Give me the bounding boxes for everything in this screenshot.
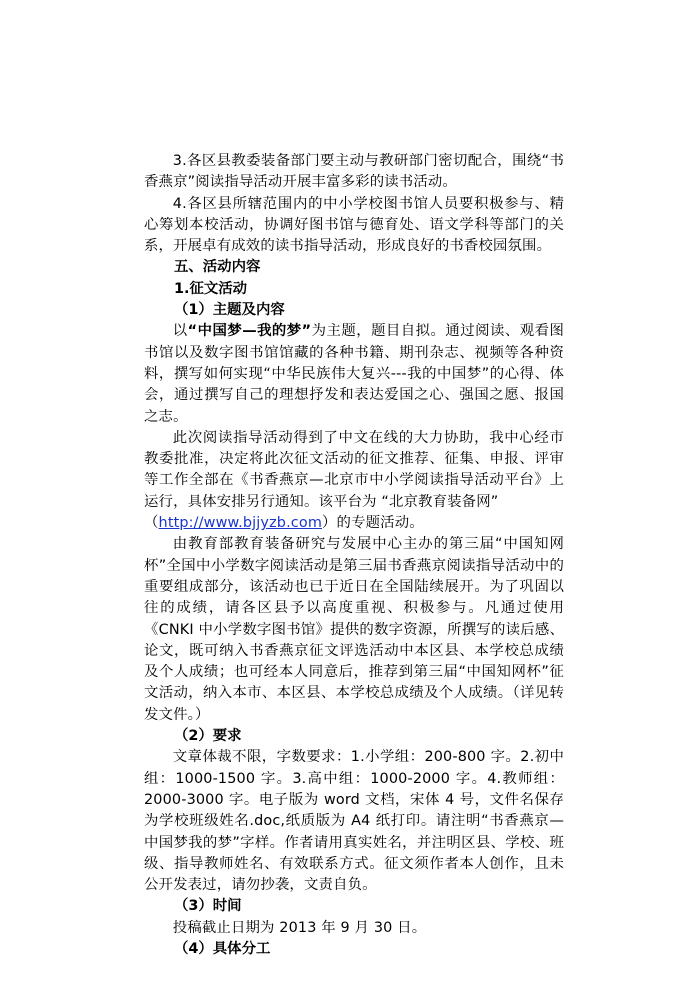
platform-open-paren: （ (144, 515, 159, 532)
platform-text: 此次阅读指导活动得到了中文在线的大力协助，我中心经市教委批准，决定将此次征文活动的征文推荐、征集、申报、评审等工作全部在《书香燕京—北京市中小学阅读指导活动平台》上运行，具体安排另行通知。该平台为 “北京教育装备网” (144, 429, 564, 510)
theme-title-bold: “中国梦—我的梦” (187, 323, 312, 340)
section-heading-five: 五、活动内容 (174, 259, 261, 276)
paragraph-platform (144, 428, 564, 534)
subheading-essay-activity: 1.征文活动 (174, 280, 248, 297)
paragraph-item-3: 3.各区县教委装备部门要主动与教研部门密切配合，围绕“书香燕京”阅读指导活动开展丰富多彩的读书活动。 (144, 153, 564, 191)
subheading-time: （3）时间 (174, 898, 242, 915)
paragraph-cnki: 由教育部教育装备研究与发展中心主办的第三届“中国知网杯”全国中小学数字阅读活动是第三届书香燕京阅读指导活动中的重要组成部分，该活动也已于近日在全国陆续展开。为了巩固以往的成绩，请各区县予以高度重视、积极参与。凡通过使用《CNKI 中小学数字图书馆》提供的数字资源，所撰写的读后感、论文，既可纳入书香燕京征文评选活动中本区县、本学校总成绩及个人成绩；也可经本人同意后，推荐到第三届“中国知网杯”征文活动，纳入本市、本区县、本学校总成绩及个人成绩。（详见转发文件。） (144, 536, 564, 723)
platform-link[interactable]: http://www.bjjyzb.com (158, 515, 322, 532)
platform-close-text: ）的专题活动。 (322, 515, 424, 532)
paragraph-requirements: 文章体裁不限，字数要求：1.小学组：200-800 字。2.初中组：1000-1500 字。3.高中组：1000-2000 字。4.教师组：2000-3000 字。电子版为 word 文档，宋体 4 号，文件名保存为学校班级姓名.doc,纸质版为 A4 纸打印。请注明“书香燕京—中国梦我的梦”字样。作者请用真实姓名，并注明区县、学校、班级、指导教师姓名、有效联系方式。征文须作者本人创作，且未公开发表过，请勿抄袭，文责自负。 (144, 749, 564, 894)
subheading-theme-content: （1）主题及内容 (174, 302, 285, 319)
subheading-requirements: （2）要求 (174, 728, 242, 745)
theme-body-text: 为主题，题目自拟。通过阅读、观看图书馆以及数字图书馆馆藏的各种书籍、期刊杂志、视频等各种资料，撰写如何实现“中华民族伟大复兴---我的中国梦”的心得、体会，通过撰写自己的理想抒发和表达爱国之心、强国之愿、报国之志。 (144, 323, 564, 425)
paragraph-item-4: 4.各区县所辖范围内的中小学校图书馆人员要积极参与、精心筹划本校活动，协调好图书馆与德育处、语文学科等部门的关系，开展卓有成效的读书指导活动，形成良好的书香校园氛围。 (144, 195, 564, 255)
theme-intro-text: 以 (172, 323, 188, 340)
paragraph-deadline: 投稿截止日期为 2013 年 9 月 30 日。 (172, 919, 427, 936)
paragraph-theme (144, 321, 564, 427)
subheading-division-of-work: （4）具体分工 (174, 940, 271, 957)
document-page (144, 151, 564, 960)
